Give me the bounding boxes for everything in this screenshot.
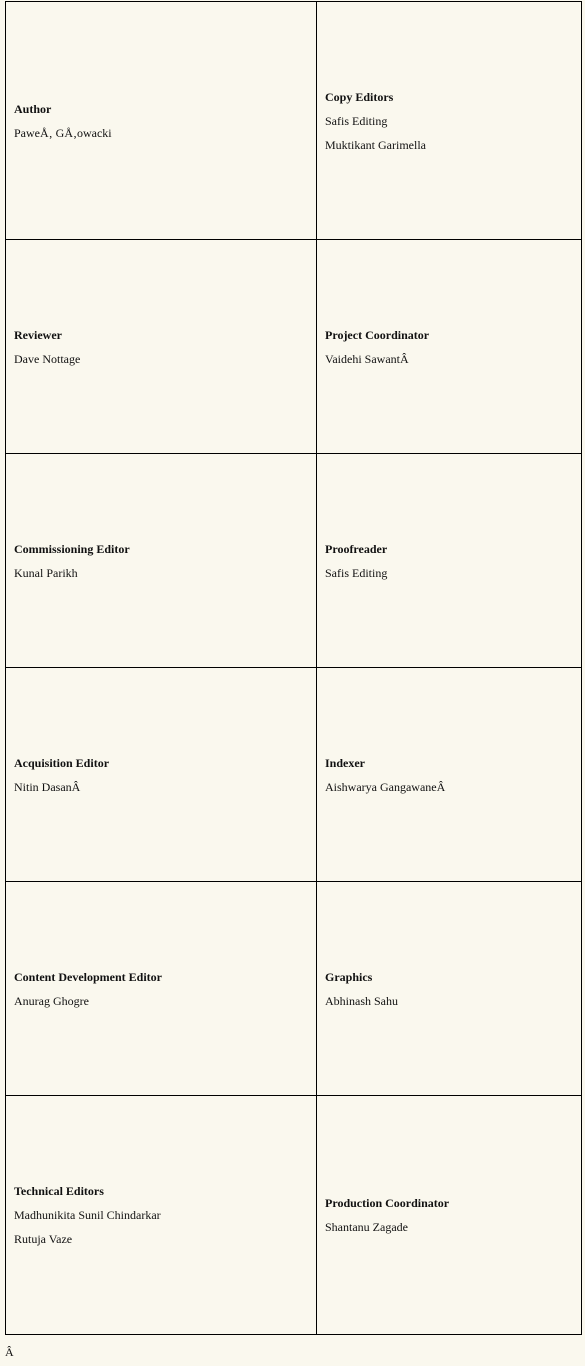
credit-cell xyxy=(317,668,582,882)
credit-name: Aishwarya GangawaneÂ xyxy=(325,779,446,794)
credit-cell xyxy=(317,882,582,1096)
credit-cell xyxy=(6,2,317,240)
credit-role: Production Coordinator xyxy=(325,1196,450,1210)
credit-role: Project Coordinator xyxy=(325,327,430,342)
credit-name: Madhunikita Sunil Chindarkar xyxy=(14,1208,161,1222)
credits-row xyxy=(6,668,582,882)
credits-row xyxy=(6,454,582,668)
credits-table xyxy=(5,1,582,1335)
credits-row xyxy=(6,882,582,1096)
credit-name: Dave Nottage xyxy=(14,351,81,366)
credit-role: Content Development Editor xyxy=(14,969,162,984)
credit-cell xyxy=(317,454,582,668)
credits-row xyxy=(6,240,582,454)
credit-name: Safis Editing xyxy=(325,565,388,580)
credits-row xyxy=(6,1096,582,1335)
credit-cell xyxy=(6,454,317,668)
credit-name: Muktikant Garimella xyxy=(325,137,426,152)
credit-cell xyxy=(6,1096,317,1335)
credit-cell xyxy=(317,1096,582,1335)
trailing-text: Â xyxy=(5,1345,14,1359)
credit-cell xyxy=(6,882,317,1096)
credit-role: Indexer xyxy=(325,755,365,770)
credit-name: Shantanu Zagade xyxy=(325,1220,408,1234)
credit-name: Rutuja Vaze xyxy=(14,1232,73,1246)
credits-row xyxy=(6,2,582,240)
credit-cell xyxy=(6,240,317,454)
credit-cell xyxy=(6,668,317,882)
credit-role: Commissioning Editor xyxy=(14,541,130,556)
credit-role: Graphics xyxy=(325,969,373,984)
credit-name: Safis Editing xyxy=(325,113,388,128)
credit-cell xyxy=(317,2,582,240)
credit-name: PaweÅ‚ GÅ‚owacki xyxy=(14,125,112,140)
credit-name: Anurag Ghogre xyxy=(14,993,89,1008)
credit-role: Acquisition Editor xyxy=(14,755,110,770)
credit-role: Proofreader xyxy=(325,541,388,556)
credit-role: Technical Editors xyxy=(14,1184,104,1198)
credit-cell xyxy=(317,240,582,454)
credit-role: Author xyxy=(14,101,52,116)
credit-name: Vaidehi SawantÂ xyxy=(325,351,409,366)
credit-name: Abhinash Sahu xyxy=(325,993,398,1008)
credit-name: Kunal Parikh xyxy=(14,565,78,580)
credit-role: Copy Editors xyxy=(325,89,394,104)
credit-name: Nitin DasanÂ xyxy=(14,779,81,794)
credit-role: Reviewer xyxy=(14,327,62,342)
